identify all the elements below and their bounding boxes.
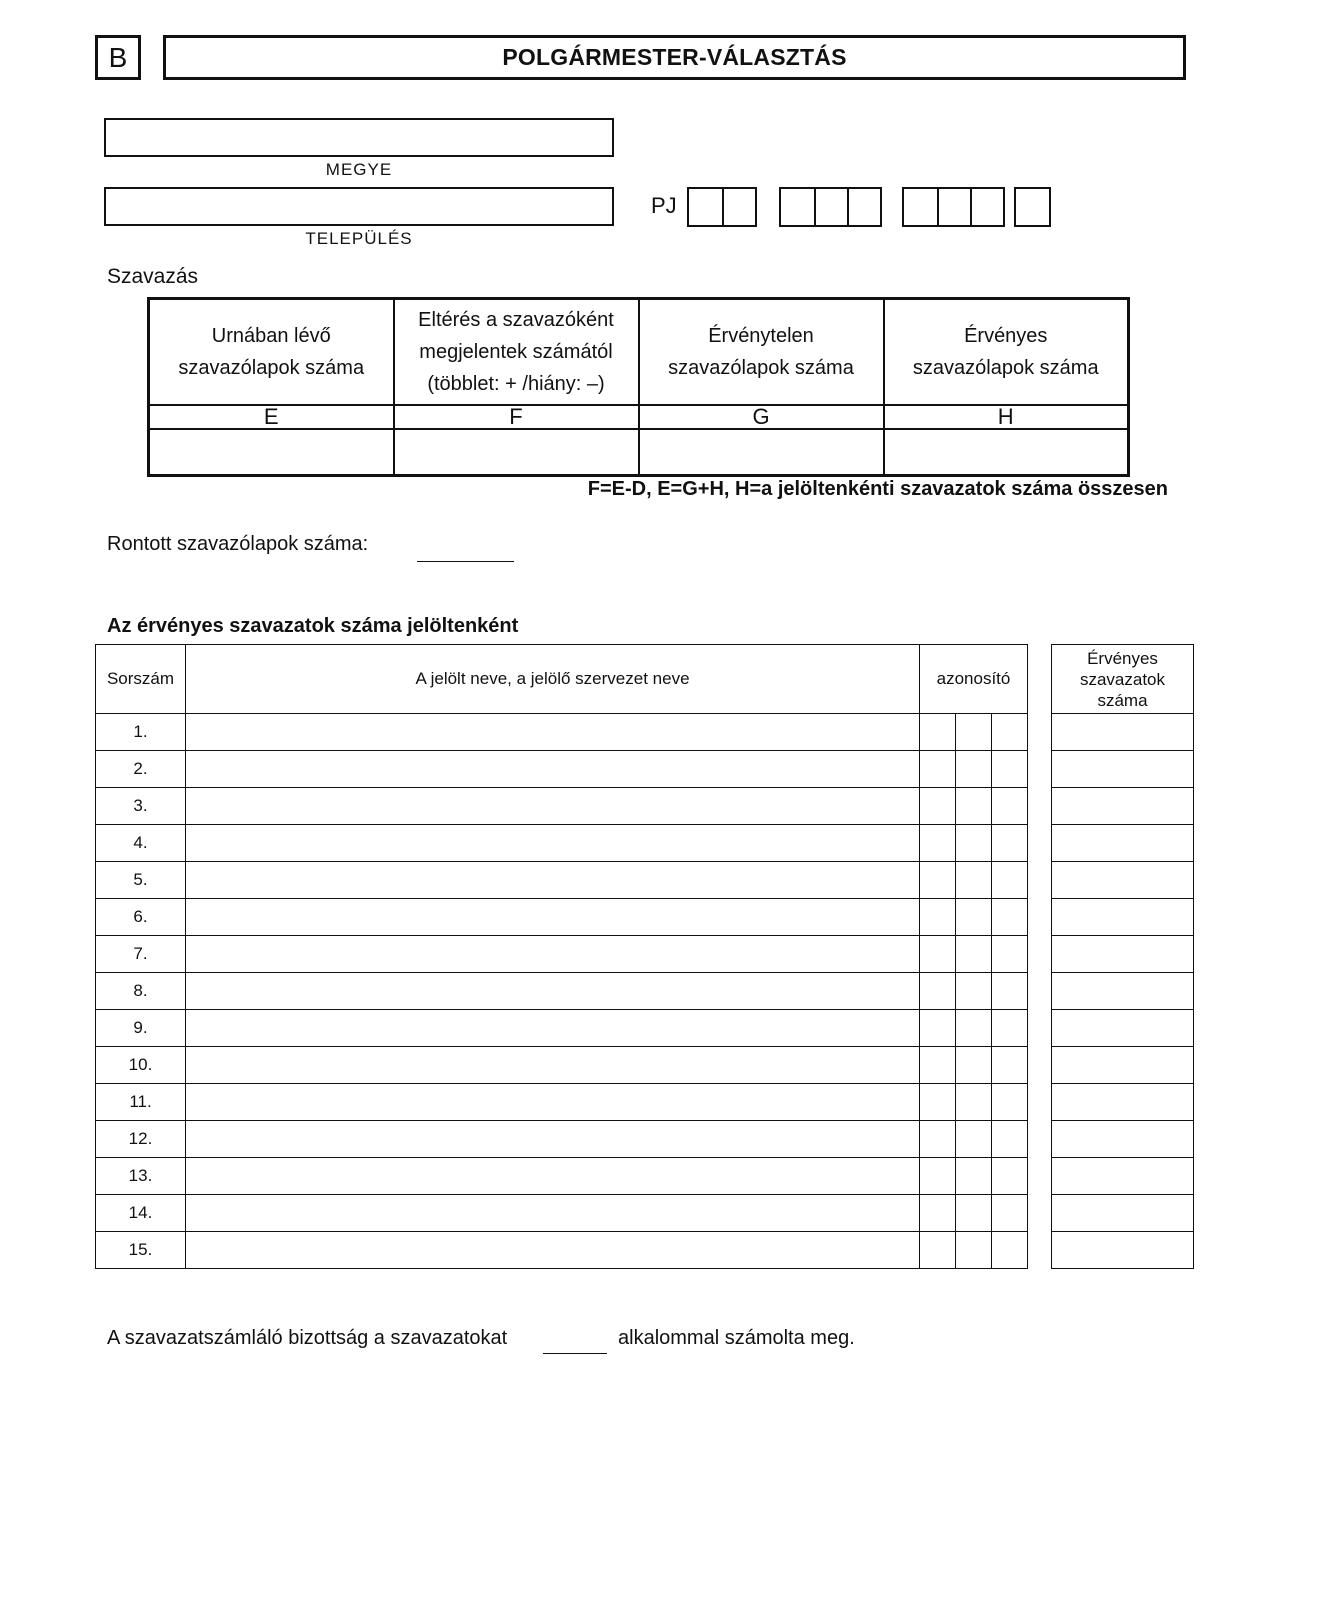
valid-votes-row <box>1052 1121 1194 1158</box>
spoiled-ballots-label: Rontott szavazólapok száma: <box>107 533 369 555</box>
identifier-digit-cell[interactable] <box>992 825 1028 862</box>
candidate-row <box>96 1010 1028 1047</box>
value-cell-h[interactable] <box>884 429 1129 476</box>
pj-digit-box[interactable] <box>904 189 937 225</box>
pj-digit-box[interactable] <box>814 189 847 225</box>
row-number: 15. <box>96 1232 186 1269</box>
value-cell-e[interactable] <box>149 429 394 476</box>
valid-votes-row <box>1052 1047 1194 1084</box>
valid-votes-cell[interactable] <box>1052 1010 1194 1047</box>
identifier-digit-cell[interactable] <box>956 862 992 899</box>
identifier-digit-cell[interactable] <box>920 788 956 825</box>
valid-votes-row <box>1052 936 1194 973</box>
candidate-name-cell[interactable] <box>186 788 920 825</box>
valid-votes-row <box>1052 1158 1194 1195</box>
col-letter-g: G <box>639 405 884 429</box>
row-number: 5. <box>96 862 186 899</box>
pj-digit-box[interactable] <box>847 189 880 225</box>
col-letter-f: F <box>394 405 639 429</box>
valid-votes-row <box>1052 1232 1194 1269</box>
row-number: 14. <box>96 1195 186 1232</box>
valid-votes-cell[interactable] <box>1052 1084 1194 1121</box>
col-letter-e: E <box>149 405 394 429</box>
identifier-digit-cell[interactable] <box>956 1010 992 1047</box>
voting-section-title: Szavazás <box>107 265 199 288</box>
pj-digit-box[interactable] <box>970 189 1003 225</box>
candidate-row <box>96 862 1028 899</box>
identifier-digit-cell[interactable] <box>956 1121 992 1158</box>
candidate-row <box>96 1158 1028 1195</box>
row-number: 13. <box>96 1158 186 1195</box>
pj-digit-box[interactable] <box>781 189 814 225</box>
valid-votes-row <box>1052 714 1194 751</box>
candidate-name-cell[interactable] <box>186 1195 920 1232</box>
candidate-name-cell[interactable] <box>186 714 920 751</box>
candidate-name-cell[interactable] <box>186 899 920 936</box>
candidate-row <box>96 825 1028 862</box>
row-number: 1. <box>96 714 186 751</box>
row-number: 9. <box>96 1010 186 1047</box>
valid-votes-cell[interactable] <box>1052 1047 1194 1084</box>
identifier-digit-cell[interactable] <box>920 1010 956 1047</box>
county-label: MEGYE <box>325 160 393 179</box>
col-header-number: Sorszám <box>96 645 186 714</box>
identifier-digit-cell[interactable] <box>956 899 992 936</box>
identifier-digit-cell[interactable] <box>956 714 992 751</box>
col-header-valid-ballots: Érvényes szavazólapok száma <box>884 299 1129 406</box>
pj-digit-box[interactable] <box>1016 189 1049 225</box>
identifier-digit-cell[interactable] <box>956 1195 992 1232</box>
identifier-digit-cell[interactable] <box>956 1232 992 1269</box>
identifier-digit-cell[interactable] <box>992 751 1028 788</box>
candidate-row <box>96 936 1028 973</box>
candidate-name-cell[interactable] <box>186 1121 920 1158</box>
section-badge: B <box>95 35 141 80</box>
candidate-name-cell[interactable] <box>186 1232 920 1269</box>
candidates-table <box>95 644 1028 1269</box>
spoiled-ballots-input-line[interactable] <box>417 561 514 562</box>
identifier-digit-cell[interactable] <box>992 788 1028 825</box>
col-header-difference: Eltérés a szavazóként megjelentek számától (többlet: + /hiány: –) <box>394 299 639 406</box>
identifier-digit-cell[interactable] <box>992 862 1028 899</box>
row-number: 4. <box>96 825 186 862</box>
identifier-digit-cell[interactable] <box>992 714 1028 751</box>
row-number: 6. <box>96 899 186 936</box>
page-title: POLGÁRMESTER-VÁLASZTÁS <box>163 35 1186 80</box>
identifier-digit-cell[interactable] <box>920 936 956 973</box>
candidate-name-cell[interactable] <box>186 1084 920 1121</box>
identifier-digit-cell[interactable] <box>920 862 956 899</box>
identifier-digit-cell[interactable] <box>956 936 992 973</box>
valid-votes-row <box>1052 825 1194 862</box>
identifier-digit-cell[interactable] <box>992 899 1028 936</box>
candidate-row <box>96 1195 1028 1232</box>
valid-votes-cell[interactable] <box>1052 751 1194 788</box>
identifier-digit-cell[interactable] <box>956 788 992 825</box>
settlement-label: TELEPÜLÉS <box>305 229 413 248</box>
pj-code-group-3[interactable] <box>902 187 1005 227</box>
valid-votes-cell[interactable] <box>1052 1158 1194 1195</box>
candidate-name-cell[interactable] <box>186 1158 920 1195</box>
pj-code-group-1[interactable] <box>687 187 757 227</box>
candidate-row <box>96 899 1028 936</box>
identifier-digit-cell[interactable] <box>920 899 956 936</box>
candidate-row <box>96 714 1028 751</box>
identifier-digit-cell[interactable] <box>956 1084 992 1121</box>
identifier-digit-cell[interactable] <box>920 751 956 788</box>
col-header-identifier: azonosító <box>920 645 1028 714</box>
candidate-row <box>96 1121 1028 1158</box>
identifier-digit-cell[interactable] <box>992 1047 1028 1084</box>
valid-votes-cell[interactable] <box>1052 973 1194 1010</box>
pj-digit-box[interactable] <box>937 189 970 225</box>
candidate-row <box>96 1232 1028 1269</box>
candidate-name-cell[interactable] <box>186 1047 920 1084</box>
col-header-candidate-name: A jelölt neve, a jelölő szervezet neve <box>186 645 920 714</box>
valid-votes-cell[interactable] <box>1052 714 1194 751</box>
identifier-digit-cell[interactable] <box>920 1047 956 1084</box>
identifier-digit-cell[interactable] <box>992 973 1028 1010</box>
pj-digit-box[interactable] <box>689 189 722 225</box>
county-field[interactable] <box>104 118 614 157</box>
identifier-digit-cell[interactable] <box>920 1195 956 1232</box>
pj-code-group-2[interactable] <box>779 187 882 227</box>
identifier-digit-cell[interactable] <box>956 973 992 1010</box>
pj-digit-box[interactable] <box>722 189 755 225</box>
valid-votes-row <box>1052 1010 1194 1047</box>
candidate-name-cell[interactable] <box>186 936 920 973</box>
identifier-digit-cell[interactable] <box>920 825 956 862</box>
count-statement-text: A szavazatszámláló bizottság a szavazatokat <box>107 1327 508 1349</box>
row-number: 10. <box>96 1047 186 1084</box>
identifier-digit-cell[interactable] <box>992 1195 1028 1232</box>
value-cell-g[interactable] <box>639 429 884 476</box>
identifier-digit-cell[interactable] <box>920 1084 956 1121</box>
identifier-digit-cell[interactable] <box>920 714 956 751</box>
pj-code-group-4[interactable] <box>1014 187 1051 227</box>
valid-votes-row <box>1052 973 1194 1010</box>
row-number: 2. <box>96 751 186 788</box>
valid-votes-row <box>1052 899 1194 936</box>
valid-votes-cell[interactable] <box>1052 862 1194 899</box>
candidate-row <box>96 788 1028 825</box>
col-header-valid-votes: Érvényes szavazatok száma <box>1052 645 1194 714</box>
row-number: 7. <box>96 936 186 973</box>
pj-label: PJ <box>651 193 677 218</box>
candidate-row <box>96 1084 1028 1121</box>
valid-votes-row <box>1052 1195 1194 1232</box>
formula-note: F=E-D, E=G+H, H=a jelöltenkénti szavazatok száma összesen <box>587 478 1168 500</box>
candidate-name-cell[interactable] <box>186 825 920 862</box>
count-times-input-line[interactable] <box>543 1353 607 1354</box>
identifier-digit-cell[interactable] <box>956 751 992 788</box>
valid-votes-cell[interactable] <box>1052 1121 1194 1158</box>
valid-votes-cell[interactable] <box>1052 1195 1194 1232</box>
valid-votes-table <box>1051 644 1194 1269</box>
row-number: 12. <box>96 1121 186 1158</box>
candidate-row <box>96 1047 1028 1084</box>
candidate-row <box>96 751 1028 788</box>
count-statement-suffix: alkalommal számolta meg. <box>618 1327 855 1349</box>
valid-votes-cell[interactable] <box>1052 825 1194 862</box>
identifier-digit-cell[interactable] <box>956 825 992 862</box>
identifier-digit-cell[interactable] <box>956 1047 992 1084</box>
col-header-ballots-in-urn: Urnában lévő szavazólapok száma <box>149 299 394 406</box>
identifier-digit-cell[interactable] <box>992 1232 1028 1269</box>
identifier-digit-cell[interactable] <box>920 1232 956 1269</box>
valid-votes-cell[interactable] <box>1052 899 1194 936</box>
valid-votes-cell[interactable] <box>1052 1232 1194 1269</box>
identifier-digit-cell[interactable] <box>992 1158 1028 1195</box>
valid-votes-row <box>1052 751 1194 788</box>
voting-summary-table <box>147 297 1130 477</box>
valid-votes-cell[interactable] <box>1052 936 1194 973</box>
col-header-invalid-ballots: Érvénytelen szavazólapok száma <box>639 299 884 406</box>
row-number: 8. <box>96 973 186 1010</box>
candidate-name-cell[interactable] <box>186 751 920 788</box>
candidates-section-title: Az érvényes szavazatok száma jelöltenként <box>107 615 519 637</box>
candidate-name-cell[interactable] <box>186 1010 920 1047</box>
row-number: 11. <box>96 1084 186 1121</box>
candidate-name-cell[interactable] <box>186 973 920 1010</box>
identifier-digit-cell[interactable] <box>920 1158 956 1195</box>
valid-votes-row <box>1052 862 1194 899</box>
identifier-digit-cell[interactable] <box>920 1121 956 1158</box>
valid-votes-row <box>1052 788 1194 825</box>
candidate-name-cell[interactable] <box>186 862 920 899</box>
identifier-digit-cell[interactable] <box>992 1010 1028 1047</box>
identifier-digit-cell[interactable] <box>956 1158 992 1195</box>
valid-votes-cell[interactable] <box>1052 788 1194 825</box>
row-number: 3. <box>96 788 186 825</box>
identifier-digit-cell[interactable] <box>920 973 956 1010</box>
identifier-digit-cell[interactable] <box>992 1084 1028 1121</box>
settlement-field[interactable] <box>104 187 614 226</box>
value-cell-f[interactable] <box>394 429 639 476</box>
identifier-digit-cell[interactable] <box>992 1121 1028 1158</box>
col-letter-h: H <box>884 405 1129 429</box>
candidate-row <box>96 973 1028 1010</box>
valid-votes-row <box>1052 1084 1194 1121</box>
identifier-digit-cell[interactable] <box>992 936 1028 973</box>
